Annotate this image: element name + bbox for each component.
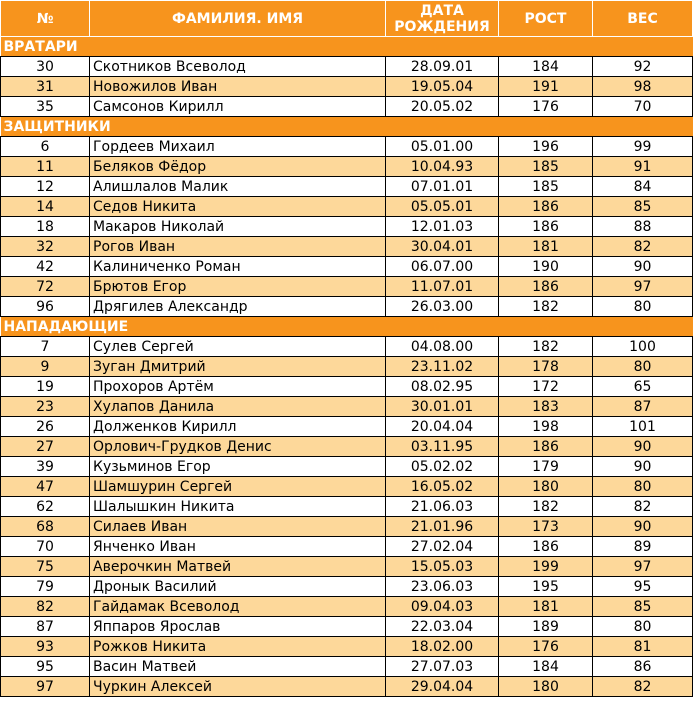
table-row <box>1 557 693 577</box>
table-row <box>1 537 693 557</box>
table-row <box>1 577 693 597</box>
cell-weight: 99 <box>593 137 693 157</box>
cell-name: Седов Никита <box>90 197 386 217</box>
cell-height: 186 <box>499 437 593 457</box>
cell-birth-date: 23.11.02 <box>386 357 499 377</box>
cell-number: 23 <box>1 397 90 417</box>
cell-number: 82 <box>1 597 90 617</box>
cell-birth-date: 28.09.01 <box>386 57 499 77</box>
cell-height: 176 <box>499 637 593 657</box>
table-row <box>1 417 693 437</box>
cell-name: Макаров Николай <box>90 217 386 237</box>
cell-number: 12 <box>1 177 90 197</box>
cell-number: 26 <box>1 417 90 437</box>
cell-name: Дрягилев Александр <box>90 297 386 317</box>
cell-weight: 85 <box>593 197 693 217</box>
cell-birth-date: 04.08.00 <box>386 337 499 357</box>
cell-number: 39 <box>1 457 90 477</box>
cell-weight: 80 <box>593 617 693 637</box>
cell-weight: 90 <box>593 437 693 457</box>
header-name: ФАМИЛИЯ. ИМЯ <box>90 1 386 37</box>
cell-name: Кузьминов Егор <box>90 457 386 477</box>
cell-number: 75 <box>1 557 90 577</box>
cell-birth-date: 20.04.04 <box>386 417 499 437</box>
cell-birth-date: 05.01.00 <box>386 137 499 157</box>
table-row <box>1 137 693 157</box>
cell-height: 179 <box>499 457 593 477</box>
table-row <box>1 157 693 177</box>
cell-number: 14 <box>1 197 90 217</box>
header-row <box>1 1 693 37</box>
table-row <box>1 277 693 297</box>
cell-name: Калиниченко Роман <box>90 257 386 277</box>
cell-height: 181 <box>499 597 593 617</box>
cell-height: 184 <box>499 657 593 677</box>
cell-number: 62 <box>1 497 90 517</box>
table-row <box>1 597 693 617</box>
cell-birth-date: 19.05.04 <box>386 77 499 97</box>
cell-weight: 92 <box>593 57 693 77</box>
cell-weight: 80 <box>593 477 693 497</box>
cell-birth-date: 30.01.01 <box>386 397 499 417</box>
cell-height: 195 <box>499 577 593 597</box>
table-row <box>1 177 693 197</box>
cell-name: Аверочкин Матвей <box>90 557 386 577</box>
cell-weight: 82 <box>593 677 693 697</box>
table-row <box>1 57 693 77</box>
table-row <box>1 257 693 277</box>
section-title: НАПАДАЮЩИЕ <box>1 317 693 337</box>
cell-height: 186 <box>499 217 593 237</box>
table-body <box>1 37 693 697</box>
section-title: ВРАТАРИ <box>1 37 693 57</box>
cell-name: Новожилов Иван <box>90 77 386 97</box>
cell-height: 196 <box>499 137 593 157</box>
header-weight: ВЕС <box>593 1 693 37</box>
cell-name: Шамшурин Сергей <box>90 477 386 497</box>
cell-weight: 90 <box>593 517 693 537</box>
cell-name: Чуркин Алексей <box>90 677 386 697</box>
cell-height: 182 <box>499 497 593 517</box>
cell-birth-date: 23.06.03 <box>386 577 499 597</box>
cell-name: Скотников Всеволод <box>90 57 386 77</box>
cell-height: 185 <box>499 177 593 197</box>
cell-birth-date: 08.02.95 <box>386 377 499 397</box>
cell-height: 186 <box>499 537 593 557</box>
cell-weight: 70 <box>593 97 693 117</box>
cell-birth-date: 18.02.00 <box>386 637 499 657</box>
cell-weight: 97 <box>593 277 693 297</box>
cell-height: 182 <box>499 297 593 317</box>
table-row <box>1 197 693 217</box>
cell-name: Рожков Никита <box>90 637 386 657</box>
cell-weight: 97 <box>593 557 693 577</box>
cell-birth-date: 16.05.02 <box>386 477 499 497</box>
cell-height: 189 <box>499 617 593 637</box>
cell-birth-date: 05.05.01 <box>386 197 499 217</box>
cell-weight: 100 <box>593 337 693 357</box>
cell-height: 184 <box>499 57 593 77</box>
cell-height: 180 <box>499 477 593 497</box>
cell-name: Гордеев Михаил <box>90 137 386 157</box>
cell-name: Долженков Кирилл <box>90 417 386 437</box>
cell-weight: 101 <box>593 417 693 437</box>
cell-birth-date: 21.06.03 <box>386 497 499 517</box>
section-row <box>1 117 693 137</box>
cell-height: 198 <box>499 417 593 437</box>
table-row <box>1 437 693 457</box>
cell-height: 190 <box>499 257 593 277</box>
cell-name: Шалышкин Никита <box>90 497 386 517</box>
cell-number: 97 <box>1 677 90 697</box>
table-row <box>1 397 693 417</box>
cell-birth-date: 27.02.04 <box>386 537 499 557</box>
cell-number: 9 <box>1 357 90 377</box>
cell-weight: 65 <box>593 377 693 397</box>
cell-number: 93 <box>1 637 90 657</box>
cell-height: 181 <box>499 237 593 257</box>
table-row <box>1 337 693 357</box>
cell-number: 6 <box>1 137 90 157</box>
table-row <box>1 297 693 317</box>
cell-name: Янченко Иван <box>90 537 386 557</box>
cell-name: Брютов Егор <box>90 277 386 297</box>
cell-number: 11 <box>1 157 90 177</box>
table-row <box>1 97 693 117</box>
cell-name: Самсонов Кирилл <box>90 97 386 117</box>
cell-weight: 91 <box>593 157 693 177</box>
cell-height: 173 <box>499 517 593 537</box>
cell-weight: 85 <box>593 597 693 617</box>
section-row <box>1 317 693 337</box>
table-row <box>1 357 693 377</box>
cell-birth-date: 03.11.95 <box>386 437 499 457</box>
cell-height: 186 <box>499 197 593 217</box>
cell-birth-date: 12.01.03 <box>386 217 499 237</box>
cell-number: 79 <box>1 577 90 597</box>
cell-height: 185 <box>499 157 593 177</box>
table-row <box>1 677 693 697</box>
cell-name: Яппаров Ярослав <box>90 617 386 637</box>
cell-number: 7 <box>1 337 90 357</box>
table-row <box>1 377 693 397</box>
header-birth-date <box>386 1 499 37</box>
cell-number: 31 <box>1 77 90 97</box>
cell-birth-date: 21.01.96 <box>386 517 499 537</box>
table-header <box>1 1 693 37</box>
section-title: ЗАЩИТНИКИ <box>1 117 693 137</box>
cell-birth-date: 10.04.93 <box>386 157 499 177</box>
cell-weight: 89 <box>593 537 693 557</box>
cell-birth-date: 20.05.02 <box>386 97 499 117</box>
cell-number: 42 <box>1 257 90 277</box>
cell-weight: 95 <box>593 577 693 597</box>
cell-number: 32 <box>1 237 90 257</box>
cell-birth-date: 15.05.03 <box>386 557 499 577</box>
cell-weight: 82 <box>593 497 693 517</box>
header-birth-line1: ДАТА <box>420 2 464 19</box>
cell-name: Хулапов Данила <box>90 397 386 417</box>
cell-height: 186 <box>499 277 593 297</box>
cell-birth-date: 29.04.04 <box>386 677 499 697</box>
cell-number: 96 <box>1 297 90 317</box>
table-row <box>1 477 693 497</box>
cell-number: 72 <box>1 277 90 297</box>
cell-birth-date: 27.07.03 <box>386 657 499 677</box>
cell-birth-date: 06.07.00 <box>386 257 499 277</box>
cell-name: Орлович-Грудков Денис <box>90 437 386 457</box>
cell-birth-date: 26.03.00 <box>386 297 499 317</box>
cell-weight: 80 <box>593 297 693 317</box>
table-row <box>1 457 693 477</box>
cell-weight: 81 <box>593 637 693 657</box>
cell-birth-date: 07.01.01 <box>386 177 499 197</box>
cell-name: Зуган Дмитрий <box>90 357 386 377</box>
cell-birth-date: 30.04.01 <box>386 237 499 257</box>
cell-name: Беляков Фёдор <box>90 157 386 177</box>
table-row <box>1 517 693 537</box>
cell-number: 87 <box>1 617 90 637</box>
cell-name: Дронык Василий <box>90 577 386 597</box>
cell-weight: 86 <box>593 657 693 677</box>
header-number: № <box>1 1 90 37</box>
cell-name: Прохоров Артём <box>90 377 386 397</box>
cell-name: Алишлалов Малик <box>90 177 386 197</box>
table-row <box>1 77 693 97</box>
cell-name: Сулев Сергей <box>90 337 386 357</box>
cell-weight: 90 <box>593 457 693 477</box>
cell-birth-date: 22.03.04 <box>386 617 499 637</box>
cell-number: 27 <box>1 437 90 457</box>
header-birth-line2: РОЖДЕНИЯ <box>394 18 490 35</box>
cell-weight: 87 <box>593 397 693 417</box>
header-height: РОСТ <box>499 1 593 37</box>
cell-weight: 80 <box>593 357 693 377</box>
cell-name: Васин Матвей <box>90 657 386 677</box>
cell-name: Гайдамак Всеволод <box>90 597 386 617</box>
cell-name: Рогов Иван <box>90 237 386 257</box>
cell-birth-date: 09.04.03 <box>386 597 499 617</box>
cell-birth-date: 05.02.02 <box>386 457 499 477</box>
cell-number: 95 <box>1 657 90 677</box>
cell-number: 19 <box>1 377 90 397</box>
table-row <box>1 217 693 237</box>
cell-name: Силаев Иван <box>90 517 386 537</box>
cell-weight: 90 <box>593 257 693 277</box>
table-row <box>1 617 693 637</box>
cell-number: 35 <box>1 97 90 117</box>
table-row <box>1 497 693 517</box>
cell-height: 176 <box>499 97 593 117</box>
cell-weight: 84 <box>593 177 693 197</box>
cell-number: 70 <box>1 537 90 557</box>
cell-height: 199 <box>499 557 593 577</box>
table-row <box>1 237 693 257</box>
table-row <box>1 657 693 677</box>
cell-height: 182 <box>499 337 593 357</box>
section-row <box>1 37 693 57</box>
cell-number: 47 <box>1 477 90 497</box>
cell-weight: 82 <box>593 237 693 257</box>
cell-weight: 88 <box>593 217 693 237</box>
cell-height: 180 <box>499 677 593 697</box>
cell-height: 183 <box>499 397 593 417</box>
cell-weight: 98 <box>593 77 693 97</box>
cell-height: 178 <box>499 357 593 377</box>
cell-height: 191 <box>499 77 593 97</box>
cell-number: 68 <box>1 517 90 537</box>
cell-height: 172 <box>499 377 593 397</box>
cell-number: 30 <box>1 57 90 77</box>
cell-number: 18 <box>1 217 90 237</box>
table-row <box>1 637 693 657</box>
cell-birth-date: 11.07.01 <box>386 277 499 297</box>
